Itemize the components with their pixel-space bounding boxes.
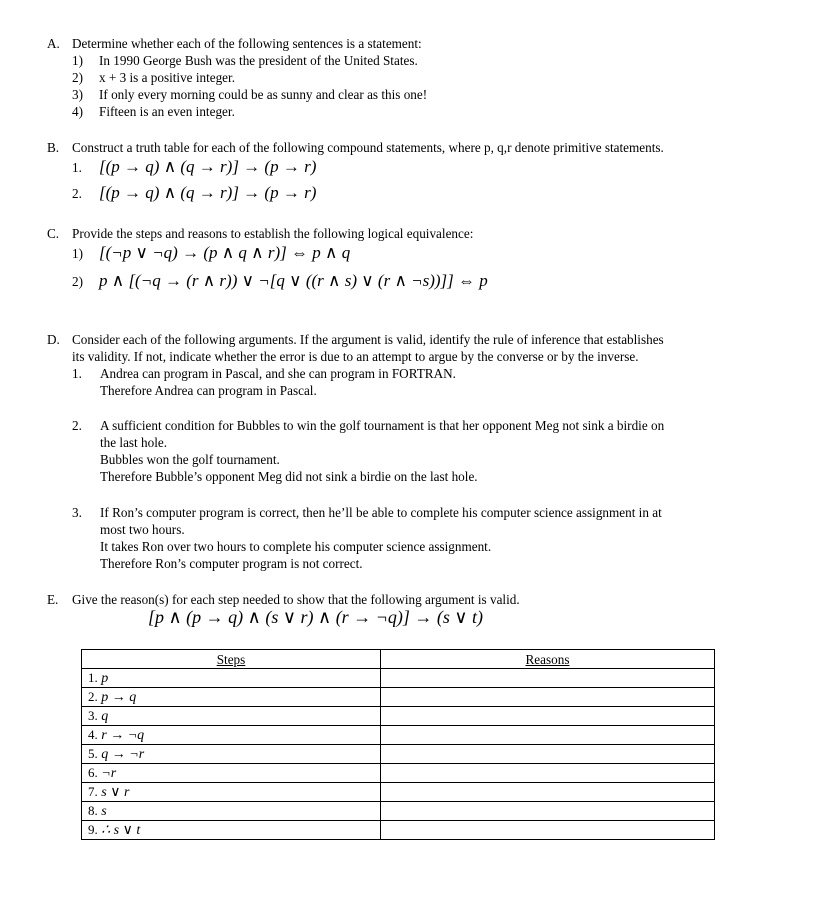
reason-cell[interactable]: [381, 726, 715, 745]
item-text: Fifteen is an even integer.: [99, 104, 235, 119]
step-cell: [82, 783, 381, 802]
section-letter: B.: [47, 140, 60, 155]
step-number: 7.: [88, 784, 98, 799]
steps-column-header: Steps: [82, 650, 381, 669]
item-number: 1.: [72, 366, 82, 381]
item-number: 1): [72, 53, 83, 68]
section-letter: A.: [47, 36, 60, 51]
reason-cell[interactable]: [381, 783, 715, 802]
step-number: 2.: [88, 689, 98, 704]
formula-item: [72, 244, 350, 262]
table-row: [82, 707, 715, 726]
list-item: [72, 103, 235, 120]
step-expr: p → q: [101, 690, 137, 705]
table-row: [82, 669, 715, 688]
reason-cell[interactable]: [381, 688, 715, 707]
table-row: [82, 764, 715, 783]
item-number: 3): [72, 87, 83, 102]
argument-line: Therefore Bubble’s opponent Meg did not sink a birdie on the last hole.: [100, 469, 478, 484]
heading-text: Provide the steps and reasons to establish the following logical equivalence:: [72, 226, 474, 241]
item-text: If only every morning could be as sunny and clear as this one!: [99, 87, 428, 102]
argument-line: the last hole.: [100, 435, 168, 450]
step-cell: [82, 707, 381, 726]
table-row: [82, 726, 715, 745]
section-d-heading: [47, 331, 664, 348]
item-number: 3.: [72, 505, 82, 520]
heading-text: Determine whether each of the following sentences is a statement:: [72, 36, 422, 51]
step-expr: s ∨ r: [101, 785, 130, 800]
argument-line: most two hours.: [100, 522, 185, 537]
table-row: [82, 783, 715, 802]
formula-item: [72, 272, 488, 290]
steps-reasons-table: [81, 649, 715, 840]
step-expr: ¬r: [101, 766, 117, 781]
step-expr: p: [101, 671, 109, 686]
step-number: 5.: [88, 746, 98, 761]
section-letter: C.: [47, 226, 60, 241]
heading-text: Construct a truth table for each of the following compound statements, where p, q,r denote primitive statements.: [72, 140, 664, 155]
formula-item: [72, 158, 316, 176]
step-expr: q → ¬r: [101, 747, 145, 762]
item-text: x + 3 is a positive integer.: [99, 70, 235, 85]
formula-item: [72, 184, 316, 202]
step-cell: [82, 669, 381, 688]
step-expr: q: [101, 709, 109, 724]
item-number: 2): [72, 274, 83, 289]
argument-line: Therefore Andrea can program in Pascal.: [100, 383, 317, 398]
section-letter: E.: [47, 592, 59, 607]
heading-continuation: its validity. If not, indicate whether the error is due to an attempt to argue by the converse or by the inverse.: [72, 349, 639, 364]
section-e-heading: [47, 591, 520, 608]
reasons-column-header: Reasons: [381, 650, 715, 669]
reason-cell[interactable]: [381, 802, 715, 821]
argument-formula: [148, 609, 483, 627]
argument-line: Bubbles won the golf tournament.: [100, 452, 280, 467]
item-number: 2.: [72, 418, 82, 433]
formula: [(¬p ∨ ¬q) → (p ∧ q ∧ r)] ⇔ p ∧ q: [99, 243, 351, 262]
list-item: [72, 52, 418, 69]
step-cell: [82, 821, 381, 840]
step-cell: [82, 745, 381, 764]
item-number: 4): [72, 104, 83, 119]
step-number: 1.: [88, 670, 98, 685]
section-b-heading: [47, 139, 664, 156]
formula: [(p → q) ∧ (q → r)] → (p → r): [99, 157, 317, 176]
reason-cell[interactable]: [381, 764, 715, 783]
heading-text: Consider each of the following arguments. If the argument is valid, identify the rule of inference that establishes: [72, 332, 664, 347]
step-cell: [82, 802, 381, 821]
reason-cell[interactable]: [381, 669, 715, 688]
reason-cell[interactable]: [381, 745, 715, 764]
argument-text: [100, 365, 760, 399]
step-number: 6.: [88, 765, 98, 780]
item-text: In 1990 George Bush was the president of the United States.: [99, 53, 418, 68]
formula: p ∧ [(¬q → (r ∧ r)) ∨ ¬[q ∨ ((r ∧ s) ∨ (r ∧ ¬s))]] ⇔ p: [99, 271, 488, 290]
reason-cell[interactable]: [381, 707, 715, 726]
heading-text: Give the reason(s) for each step needed to show that the following argument is valid.: [72, 592, 520, 607]
argument-text: [100, 504, 760, 572]
reason-cell[interactable]: [381, 821, 715, 840]
section-letter: D.: [47, 332, 60, 347]
step-number: 8.: [88, 803, 98, 818]
section-c-heading: [47, 225, 473, 242]
table-row: [82, 745, 715, 764]
argument-text: [100, 417, 760, 485]
argument-line: Andrea can program in Pascal, and she can program in FORTRAN.: [100, 366, 456, 381]
step-number: 9.: [88, 822, 98, 837]
item-number: 1): [72, 246, 83, 261]
table-header-row: [82, 650, 715, 669]
step-cell: [82, 764, 381, 783]
step-expr: r → ¬q: [101, 728, 145, 743]
step-number: 4.: [88, 727, 98, 742]
step-expr: ∴ s ∨ t: [101, 823, 141, 838]
section-a-heading: [47, 35, 422, 52]
table-row: [82, 802, 715, 821]
argument-line: If Ron’s computer program is correct, then he’ll be able to complete his computer science assignment in at: [100, 505, 662, 520]
table-row: [82, 821, 715, 840]
argument-line: It takes Ron over two hours to complete his computer science assignment.: [100, 539, 492, 554]
formula: [p ∧ (p → q) ∧ (s ∨ r) ∧ (r → ¬q)] → (s ∨ t): [148, 607, 484, 627]
argument-line: Therefore Ron’s computer program is not correct.: [100, 556, 363, 571]
step-cell: [82, 726, 381, 745]
item-number: 2.: [72, 186, 82, 201]
step-expr: s: [101, 804, 107, 819]
formula: [(p → q) ∧ (q → r)] → (p → r): [99, 183, 317, 202]
list-item: [72, 69, 235, 86]
table-row: [82, 688, 715, 707]
step-number: 3.: [88, 708, 98, 723]
item-number: 2): [72, 70, 83, 85]
step-cell: [82, 688, 381, 707]
item-number: 1.: [72, 160, 82, 175]
argument-line: A sufficient condition for Bubbles to win the golf tournament is that her opponent Meg not sink a birdie on: [100, 418, 665, 433]
list-item: [72, 86, 427, 103]
